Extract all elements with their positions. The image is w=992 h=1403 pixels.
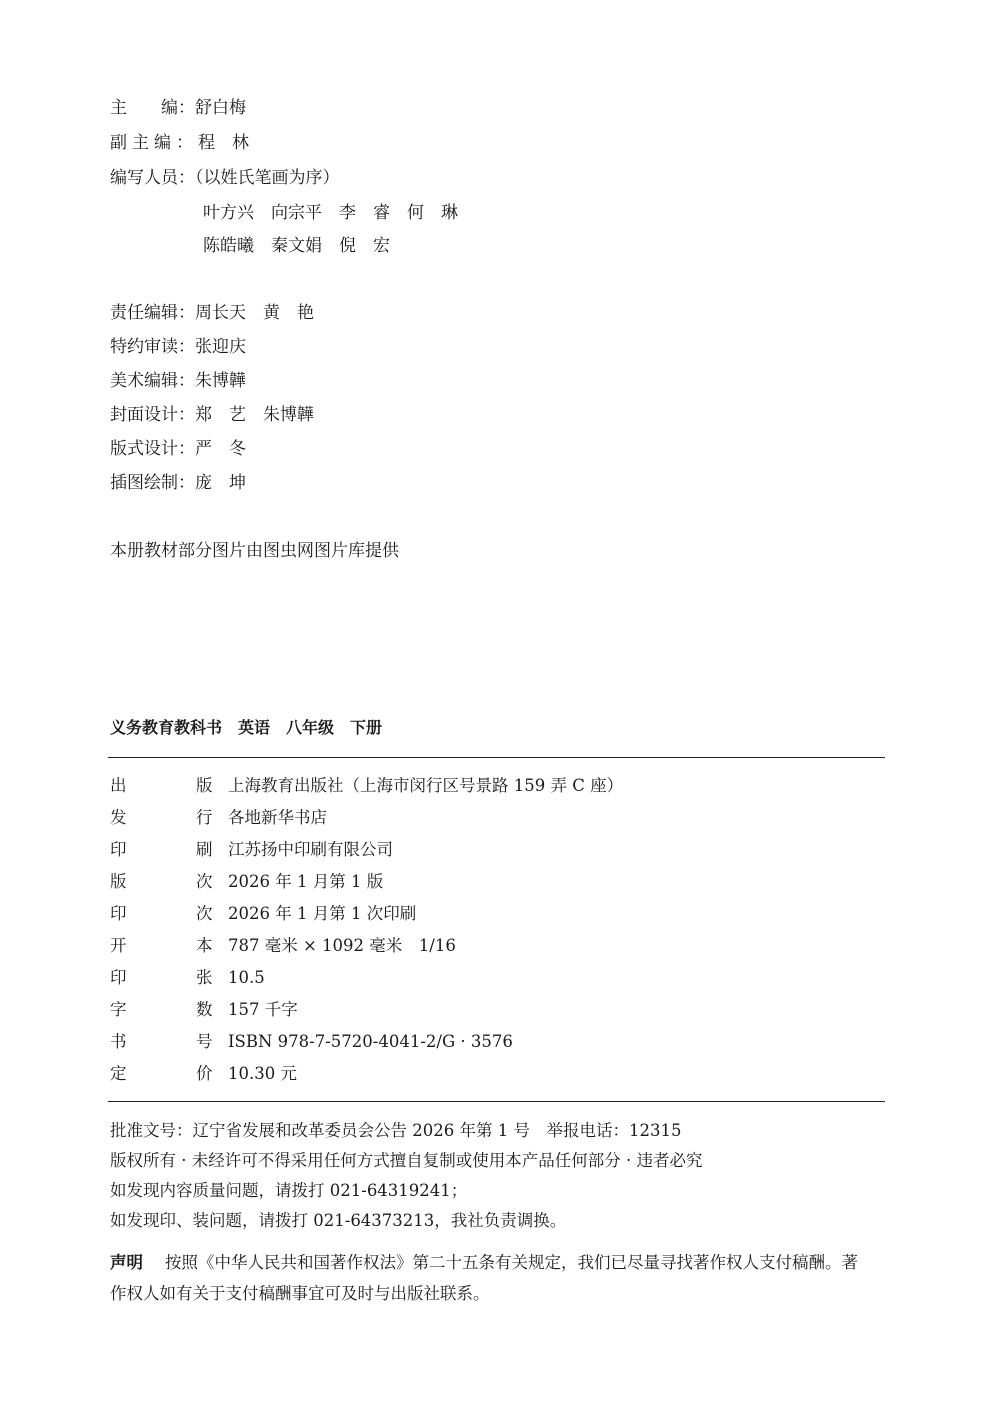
pub-value: 2026 年 1 月第 1 版 (228, 872, 384, 891)
statement-text-1: 按照《中华人民共和国著作权法》第二十五条有关规定，我们已尽量寻找著作权人支付稿酬。著 (165, 1253, 858, 1272)
deputy-editor-value: 程 林 (198, 133, 249, 153)
pub-value: 10.5 (228, 968, 265, 987)
pub-label-char2: 次 (196, 904, 213, 923)
responsible-editor-label: 责任编辑： (110, 303, 195, 323)
pub-label-char1: 开 (110, 936, 127, 955)
pub-label-char1: 书 (110, 1032, 127, 1051)
cover-design-label: 封面设计： (110, 405, 195, 425)
copyright-notice: 版权所有 · 未经许可不得采用任何方式擅自复制或使用本产品任何部分 · 违者必究 (110, 1151, 703, 1170)
pub-label-char2: 本 (196, 936, 213, 955)
image-credit: 本册教材部分图片由图虫网图片库提供 (110, 541, 399, 561)
pub-value: 2026 年 1 月第 1 次印刷 (228, 904, 417, 923)
pub-label-char1: 发 (110, 808, 127, 827)
art-editor-row (110, 369, 246, 393)
table-row (110, 965, 810, 991)
pub-label-char2: 价 (196, 1064, 213, 1083)
pub-label-char1: 版 (110, 872, 127, 891)
pub-value: 各地新华书店 (228, 808, 327, 827)
special-reviewer-row (110, 335, 246, 359)
art-editor-value: 朱博韡 (195, 371, 246, 391)
table-row (110, 1029, 810, 1055)
pub-value: ISBN 978-7-5720-4041-2/G · 3576 (228, 1032, 513, 1051)
responsible-editor-row (110, 301, 314, 325)
pub-label-char2: 号 (196, 1032, 213, 1051)
special-reviewer-label: 特约审读： (110, 337, 195, 357)
table-row (110, 805, 810, 831)
table-row (110, 837, 810, 863)
pub-label-char2: 张 (196, 968, 213, 987)
pub-label-char2: 版 (196, 776, 213, 795)
pub-value: 787 毫米 × 1092 毫米 1/16 (228, 936, 456, 955)
table-row (110, 933, 810, 959)
writers-names-row-2: 陈皓曦 秦文娟 倪 宏 (203, 236, 390, 256)
pub-label-char1: 印 (110, 840, 127, 859)
chief-editor-label: 主 编： (110, 98, 195, 118)
chief-editor-row (110, 96, 246, 120)
top-divider (108, 757, 885, 758)
writers-label: 编写人员： (110, 168, 195, 188)
pub-label-char1: 印 (110, 968, 127, 987)
responsible-editor-value: 周长天 黄 艳 (195, 303, 314, 323)
table-row (110, 997, 810, 1023)
illustration-value: 庞 坤 (195, 473, 246, 493)
writers-note: （以姓氏笔画为序） (195, 168, 340, 188)
cover-design-value: 郑 艺 朱博韡 (195, 405, 314, 425)
art-editor-label: 美术编辑： (110, 371, 195, 391)
pub-value: 10.30 元 (228, 1064, 297, 1083)
writers-row (110, 166, 340, 190)
pub-value: 上海教育出版社（上海市闵行区号景路 159 弄 C 座） (228, 776, 624, 795)
pub-value: 江苏扬中印刷有限公司 (228, 840, 393, 859)
layout-design-value: 严 冬 (195, 439, 246, 459)
special-reviewer-value: 张迎庆 (195, 337, 246, 357)
pub-label-char2: 数 (196, 1000, 213, 1019)
writers-names-row-1: 叶方兴 向宗平 李 睿 何 琳 (203, 203, 458, 223)
table-row (110, 1061, 810, 1087)
statement-line-1 (110, 1251, 858, 1275)
pub-label-char1: 出 (110, 776, 127, 795)
table-row (110, 869, 810, 895)
approval-number: 批准文号：辽宁省发展和改革委员会公告 2026 年第 1 号 举报电话：12315 (110, 1121, 682, 1140)
deputy-editor-label: 副主编： (110, 133, 198, 153)
layout-design-label: 版式设计： (110, 439, 195, 459)
bottom-divider (108, 1101, 885, 1102)
deputy-editor-row (110, 131, 249, 155)
pub-label-char1: 定 (110, 1064, 127, 1083)
pub-label-char1: 字 (110, 1000, 127, 1019)
pub-value: 157 千字 (228, 1000, 298, 1019)
quality-contact: 如发现内容质量问题，请拨打 021-64319241； (110, 1181, 468, 1200)
pub-label-char2: 次 (196, 872, 213, 891)
illustration-row (110, 471, 246, 495)
series-title: 义务教育教科书 英语 八年级 下册 (110, 718, 383, 737)
layout-design-row (110, 437, 246, 461)
chief-editor-value: 舒白梅 (195, 98, 246, 118)
table-row (110, 901, 810, 927)
pub-label-char2: 刷 (196, 840, 213, 859)
cover-design-row (110, 403, 314, 427)
print-contact: 如发现印、装问题，请拨打 021-64373213，我社负责调换。 (110, 1211, 567, 1230)
statement-heading: 声明 (110, 1253, 143, 1272)
pub-label-char2: 行 (196, 808, 213, 827)
pub-label-char1: 印 (110, 904, 127, 923)
illustration-label: 插图绘制： (110, 473, 195, 493)
table-row (110, 773, 810, 799)
statement-line-2: 作权人如有关于支付稿酬事宜可及时与出版社联系。 (110, 1284, 490, 1303)
